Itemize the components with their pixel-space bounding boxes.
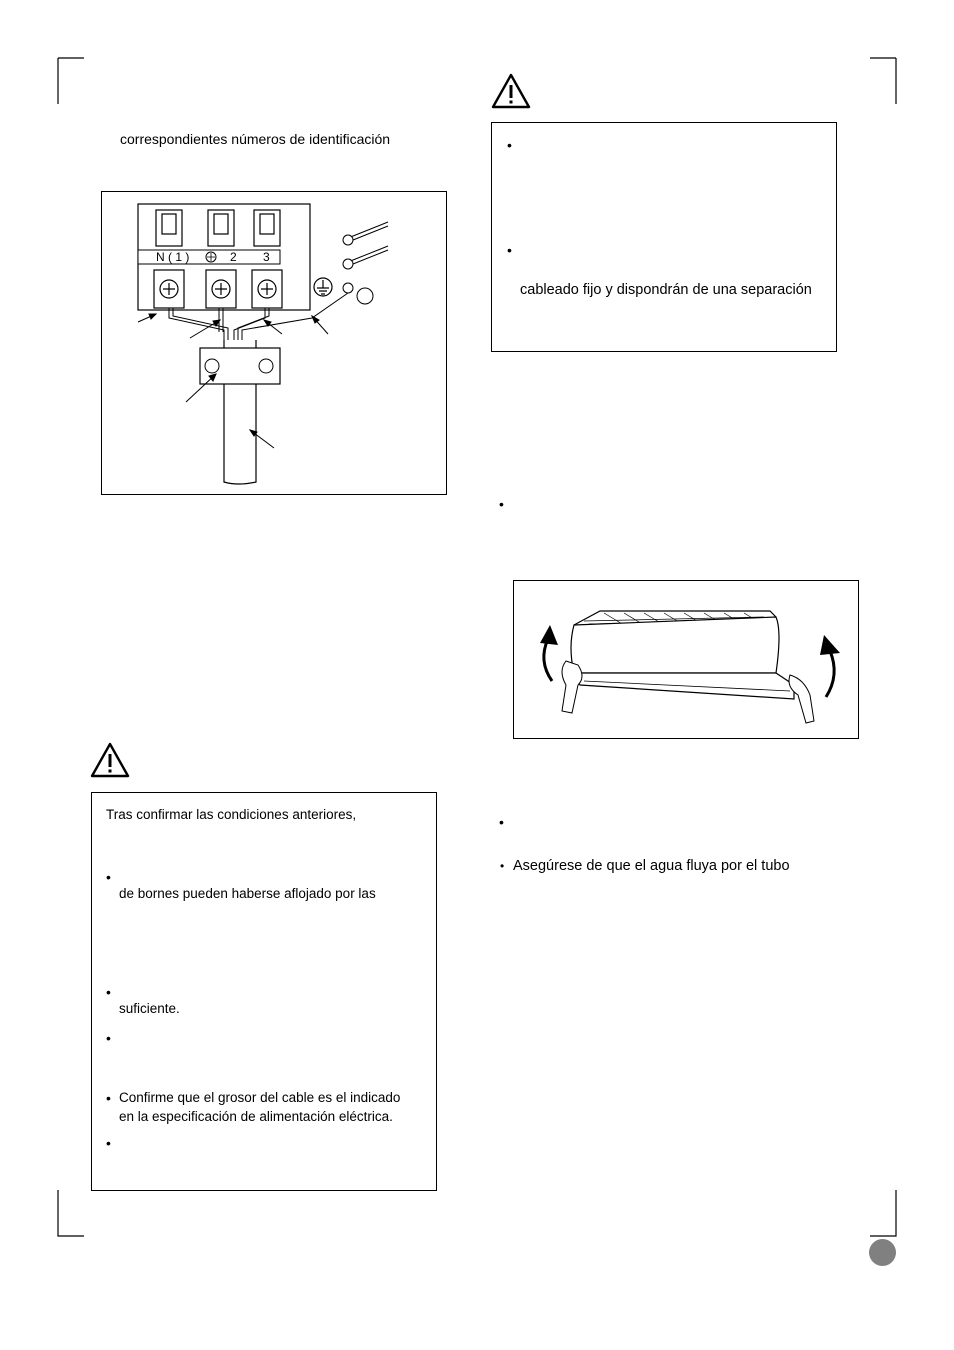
bullet-1: •	[106, 869, 111, 885]
indoor-unit-illustration	[513, 580, 859, 739]
warning-triangle-icon	[491, 73, 531, 109]
left-warning-box	[91, 792, 437, 1191]
ac-unit-drawing	[514, 581, 860, 740]
bullet-2-text: suficiente.	[119, 1001, 180, 1016]
right-bullet-1: •	[507, 137, 512, 153]
wiring-diagram	[101, 191, 447, 495]
right-warning-box	[491, 122, 837, 352]
right-column-bullet-1: •	[499, 496, 504, 512]
page-number-circle	[869, 1239, 896, 1266]
bullet-5: •	[106, 1135, 111, 1151]
intro-text: correspondientes números de identificación	[120, 131, 391, 147]
bullet-4-line-2: en la especificación de alimentación eléctrica.	[119, 1109, 393, 1124]
bullet-4: •	[106, 1090, 111, 1106]
ground-terminal-icon	[204, 250, 218, 264]
terminal-label-n1: N ( 1 )	[156, 250, 190, 264]
bullet-2: •	[106, 984, 111, 1000]
bullet-4-line-1: Confirme que el grosor del cable es el indicado	[119, 1090, 401, 1105]
warning-triangle-icon	[90, 742, 130, 778]
warning-intro-line: Tras confirmar las condiciones anteriores,	[106, 807, 357, 822]
right-column-bullet-3-text: Asegúrese de que el agua fluya por el tubo	[513, 858, 790, 874]
terminal-block-drawing	[102, 192, 448, 496]
terminal-label-3: 3	[263, 250, 270, 264]
terminal-label-2: 2	[230, 250, 237, 264]
right-column-bullet-3: •	[500, 859, 505, 873]
right-column-bullet-2: •	[499, 814, 504, 830]
right-bullet-2-text: cableado fijo y dispondrán de una separación	[520, 282, 812, 298]
bullet-3: •	[106, 1030, 111, 1046]
bullet-1-text: de bornes pueden haberse aflojado por las	[119, 886, 376, 901]
right-bullet-2: •	[507, 242, 512, 258]
